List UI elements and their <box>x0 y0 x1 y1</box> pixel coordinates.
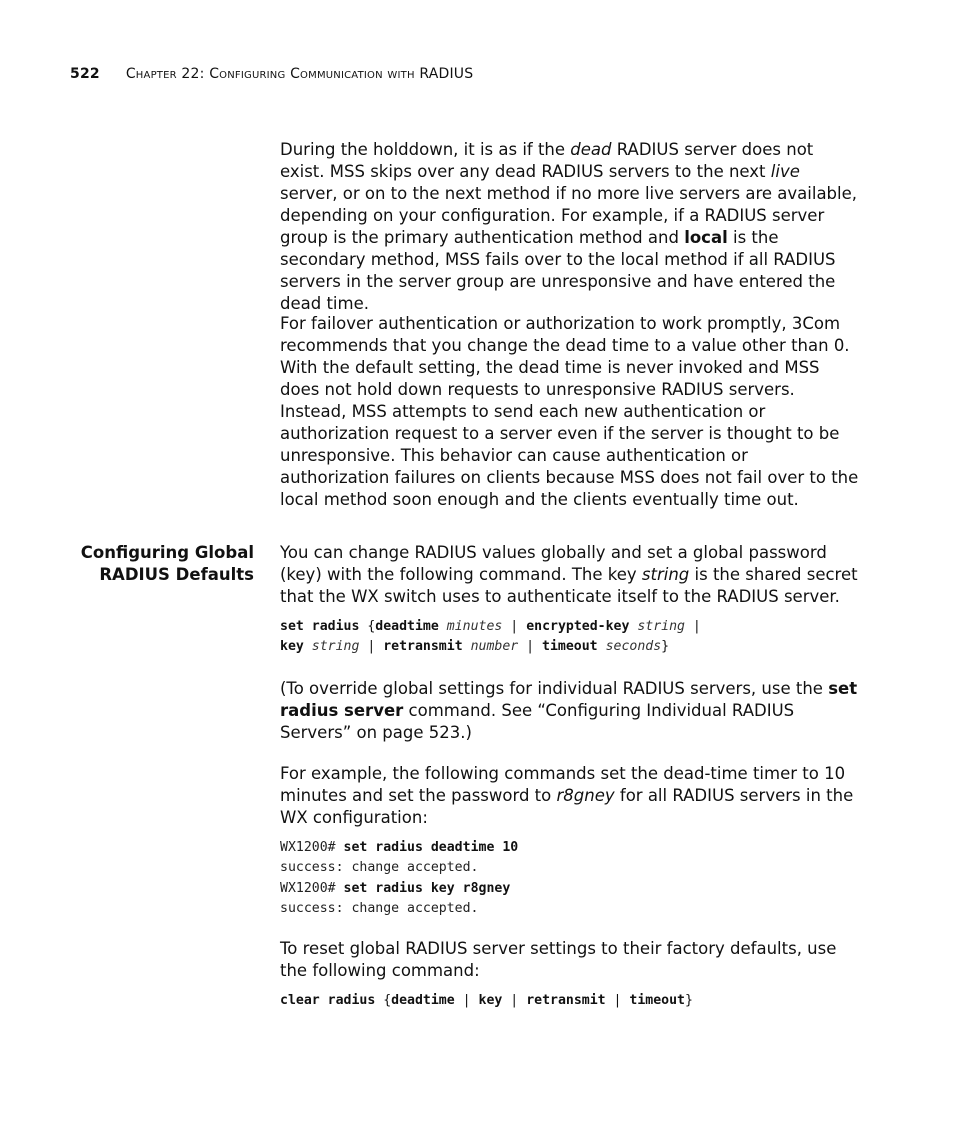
command-reference: set radius server <box>280 679 858 720</box>
code-variable: seconds <box>597 639 662 655</box>
code-punct: | <box>502 619 527 634</box>
code-keyword: key <box>280 639 304 655</box>
code-keyword: clear radius <box>280 993 376 1008</box>
code-keyword: set radius <box>280 619 360 634</box>
text-run: RADIUS server does not exist. MSS skips over any dead RADIUS servers to the next <box>280 140 814 181</box>
cli-prompt: WX1200# <box>280 880 344 896</box>
paragraph-text: To reset global RADIUS server settings to their factory defaults, use the following command: <box>280 939 837 980</box>
code-keyword: retransmit <box>526 993 606 1008</box>
section-heading-line1: Configuring Global <box>80 543 254 562</box>
code-keyword: deadtime <box>375 619 439 634</box>
emphasis-dead: dead <box>570 140 612 159</box>
code-keyword: key <box>478 993 503 1008</box>
text-run: server, or on to the next method if no more live servers are available, depending on your configuration. For example, if a RADIUS server group is the primary authentication method and <box>280 184 858 247</box>
cli-prompt: WX1200# <box>280 840 344 855</box>
text-run: for all RADIUS servers in the WX configuration: <box>280 786 854 827</box>
paragraph-example-intro <box>280 763 860 829</box>
text-run: You can change RADIUS values globally and set a global password (key) with the following command. The key <box>280 543 827 584</box>
paragraph-global-values <box>280 542 860 608</box>
emphasis-string: string <box>641 565 690 584</box>
text-run: For example, the following commands set the dead-time timer to 10 minutes and set the password to <box>280 764 846 805</box>
cli-command: set radius key r8gney <box>343 880 511 896</box>
code-punct: | <box>502 993 527 1008</box>
code-keyword: deadtime <box>391 993 455 1008</box>
code-variable: number <box>462 639 519 655</box>
emphasis-password: r8gney <box>556 786 615 805</box>
chapter-title: Chapter 22: Configuring Communication with RADIUS <box>125 66 474 82</box>
code-punct: | <box>359 639 384 655</box>
code-keyword: timeout <box>542 639 598 655</box>
paragraph-override <box>280 678 860 744</box>
cli-output: success: change accepted. <box>280 860 479 876</box>
code-punct: } <box>685 993 693 1008</box>
code-punct: { <box>375 993 392 1008</box>
text-run: During the holddown, it is as if the <box>280 140 571 159</box>
command-syntax-set-radius <box>280 617 880 658</box>
code-keyword: retransmit <box>383 639 463 655</box>
page-number: 522 <box>70 66 100 82</box>
code-punct: | <box>454 993 479 1008</box>
example-session <box>280 838 880 920</box>
command-syntax-clear-radius <box>280 991 880 1011</box>
code-punct: | <box>684 619 701 634</box>
code-punct: | <box>518 639 543 655</box>
section-heading-line2: RADIUS Defaults <box>99 565 254 584</box>
section-heading <box>24 542 254 586</box>
code-punct: { <box>359 619 376 634</box>
text-run: is the shared secret that the WX switch uses to authenticate itself to the RADIUS server. <box>280 565 858 606</box>
code-variable: string <box>303 639 360 655</box>
cli-command: set radius deadtime 10 <box>343 840 519 855</box>
paragraph-text: For failover authentication or authorization to work promptly, 3Com recommends that you change the dead time to a value other than 0. With the default setting, the dead time is never invoked and MSS does not hold down requests to unresponsive RADIUS servers. Instead, MSS attempts to send each new authentication or authorization request to a server even if the server is thought to be unresponsive. This behavior can cause authentication or authorization failures on clients because MSS does not fail over to the local method soon enough and the clients eventually time out. <box>280 314 859 509</box>
text-run: (To override global settings for individual RADIUS servers, use the <box>280 679 829 698</box>
paragraph-reset <box>280 938 860 982</box>
code-punct: } <box>661 639 670 655</box>
running-header <box>70 66 473 82</box>
keyword-local: local <box>684 228 728 247</box>
code-variable: string <box>629 619 685 634</box>
code-punct: | <box>605 993 630 1008</box>
paragraph-failover <box>280 313 860 511</box>
text-run: command. See “Configuring Individual RADIUS Servers” on page 523.) <box>280 701 795 742</box>
emphasis-live: live <box>770 162 800 181</box>
code-keyword: encrypted-key <box>526 619 630 634</box>
text-run: is the secondary method, MSS fails over to the local method if all RADIUS servers in the server group are unresponsive and have entered the dead time. <box>280 228 836 313</box>
code-variable: minutes <box>438 619 503 634</box>
cli-output: success: change accepted. <box>280 901 479 917</box>
code-keyword: timeout <box>629 993 685 1008</box>
paragraph-holddown <box>280 139 860 315</box>
